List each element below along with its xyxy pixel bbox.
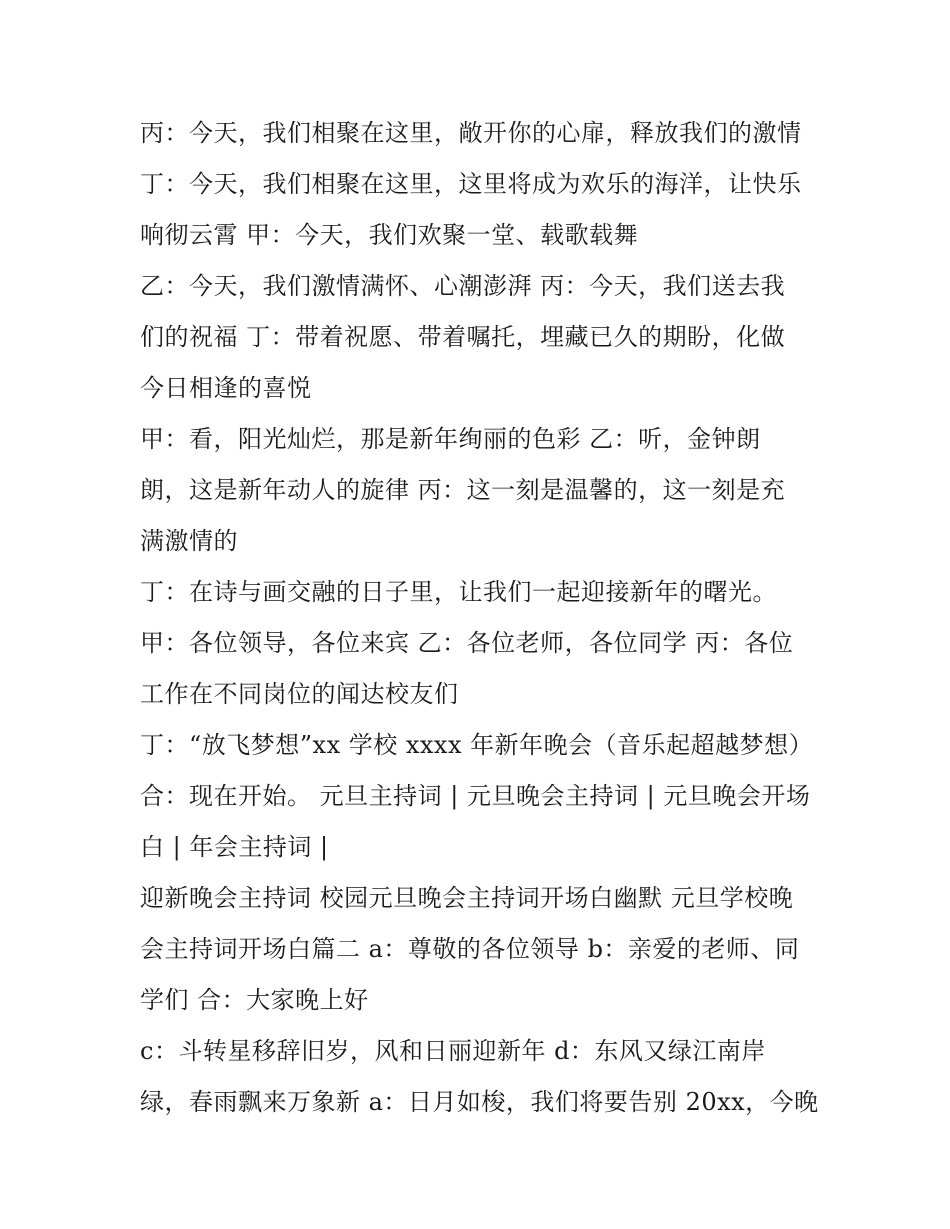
text-line: 今日相逢的喜悦 [140, 374, 312, 402]
text-line: 工作在不同岗位的闻达校友们 [140, 680, 459, 708]
text-line: 甲：看，阳光灿烂，那是新年绚丽的色彩 乙：听，金钟朗 [140, 425, 761, 453]
text-line: 响彻云霄 甲：今天，我们欢聚一堂、载歌载舞 [140, 221, 639, 249]
text-line: 迎新晚会主持词 校园元旦晚会主持词开场白幽默 元旦学校晚 [140, 884, 794, 912]
text-line: 朗，这是新年动人的旋律 丙：这一刻是温馨的，这一刻是充 [140, 476, 786, 504]
text-line: 满激情的 [140, 527, 238, 555]
text-line: 会主持词开场白篇二 a：尊敬的各位领导 b：亲爱的老师、同 [140, 935, 800, 963]
text-line: 丁：在诗与画交融的日子里，让我们一起迎接新年的曙光。 [140, 578, 777, 606]
text-line: 绿，春雨飘来万象新 a：日月如梭，我们将要告别 20xx，今晚 [140, 1088, 819, 1116]
text-line: 丁：今天，我们相聚在这里，这里将成为欢乐的海洋，让快乐 [140, 170, 802, 198]
text-line: 学们 合：大家晚上好 [140, 986, 369, 1014]
body-text [140, 108, 840, 1128]
text-line: 合：现在开始。 元旦主持词 | 元旦晚会主持词 | 元旦晚会开场 [140, 782, 811, 810]
text-line: 白 | 年会主持词 | [140, 833, 329, 861]
text-line: 丁：“放飞梦想”xx 学校 xxxx 年新年晚会（音乐起超越梦想） [140, 731, 814, 759]
text-line: 乙：今天，我们激情满怀、心潮澎湃 丙：今天，我们送去我 [140, 272, 786, 300]
text-line: c：斗转星移辞旧岁，风和日丽迎新年 d：东风又绿江南岸 [140, 1037, 766, 1065]
text-line: 丙：今天，我们相聚在这里，敞开你的心扉，释放我们的激情 [140, 119, 802, 147]
text-line: 们的祝福 丁：带着祝愿、带着嘱托，埋藏已久的期盼，化做 [140, 323, 786, 351]
text-line: 甲：各位领导，各位来宾 乙：各位老师，各位同学 丙：各位 [140, 629, 794, 657]
